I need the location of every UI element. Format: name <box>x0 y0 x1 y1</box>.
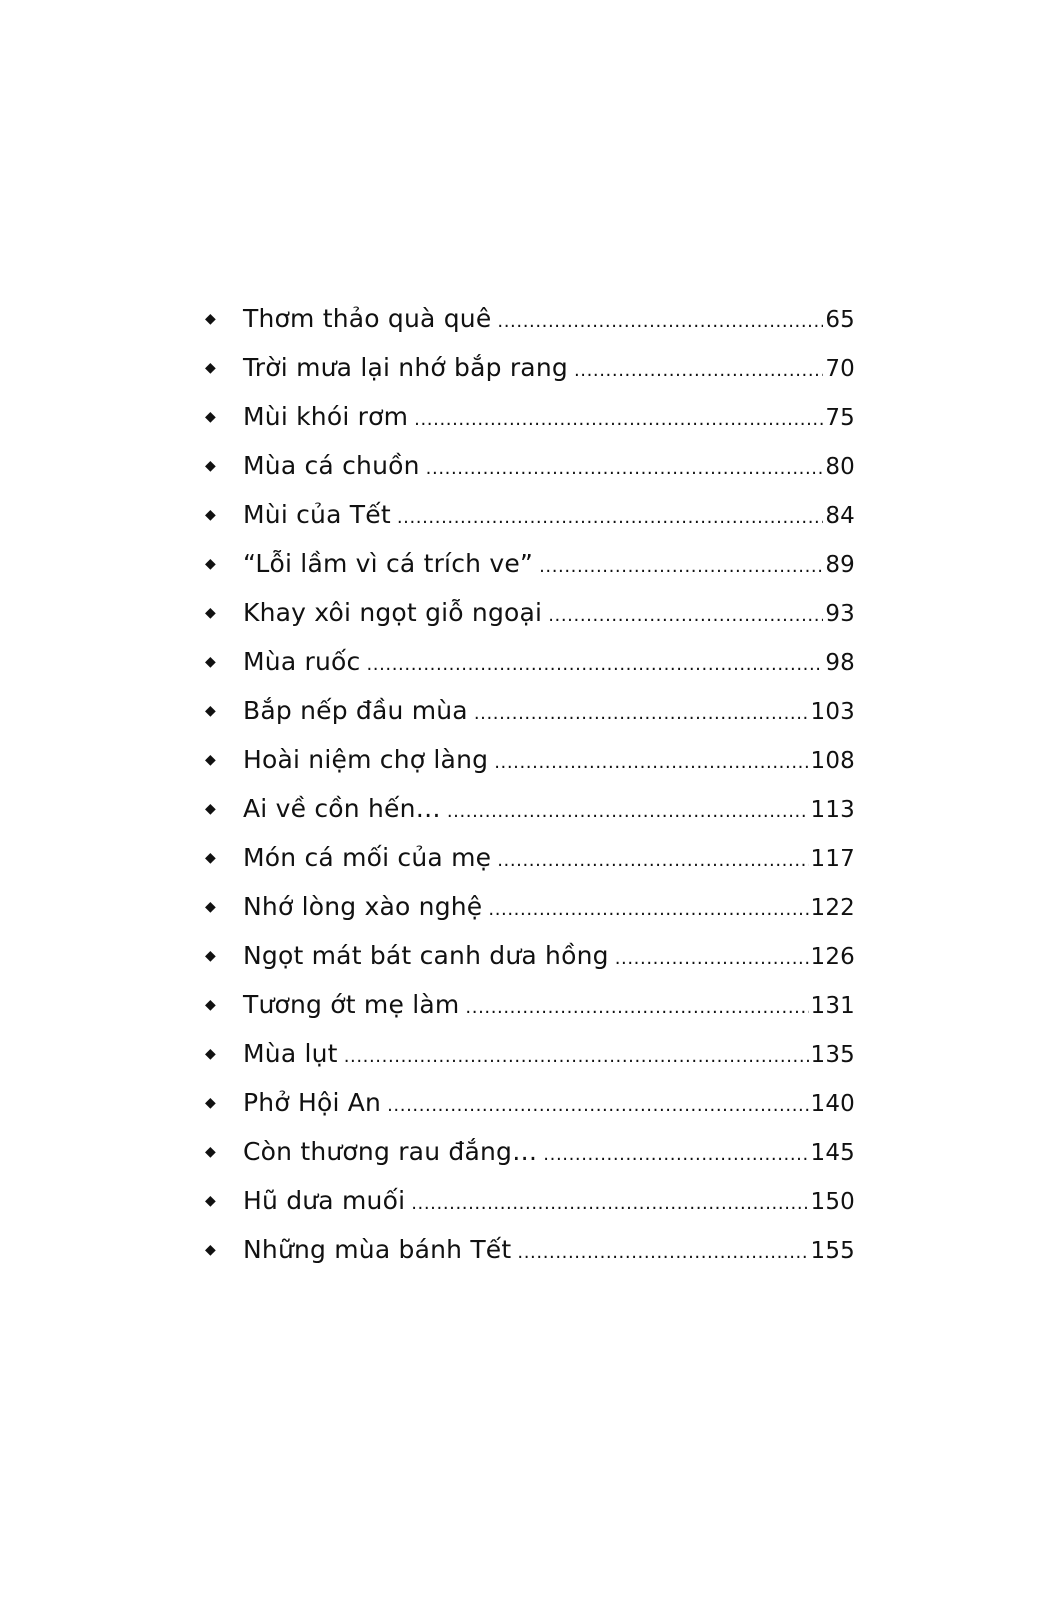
toc-entry <box>205 441 855 490</box>
toc-entry <box>205 931 855 980</box>
dot-leader <box>517 1228 808 1277</box>
dot-leader <box>474 689 809 738</box>
toc-entry-title: Ai về cồn hến… <box>243 794 441 823</box>
diamond-bullet-icon: ◆ <box>205 605 216 621</box>
toc-page-number: 113 <box>810 797 855 823</box>
dot-leader <box>615 934 809 983</box>
toc-entry-title: Ngọt mát bát canh dưa hồng <box>243 941 609 970</box>
toc-entry <box>205 833 855 882</box>
dot-leader <box>494 738 808 787</box>
diamond-bullet-icon: ◆ <box>205 507 216 523</box>
toc-entry <box>205 686 855 735</box>
toc-page-number: 70 <box>825 356 855 382</box>
toc-page-number: 150 <box>810 1189 855 1215</box>
dot-leader <box>344 1032 809 1081</box>
toc-page-number: 93 <box>825 601 855 627</box>
toc-page-number: 75 <box>825 405 855 431</box>
dot-leader <box>397 493 824 542</box>
diamond-bullet-icon: ◆ <box>205 948 216 964</box>
diamond-bullet-icon: ◆ <box>205 1193 216 1209</box>
toc-entry-title: Nhớ lòng xào nghệ <box>243 892 483 921</box>
toc-page-number: 145 <box>810 1140 855 1166</box>
toc-page-number: 131 <box>810 993 855 1019</box>
toc-entry-title: Mùi của Tết <box>243 500 391 529</box>
toc-entry <box>205 588 855 637</box>
dot-leader <box>488 885 808 934</box>
toc-page-number: 108 <box>810 748 855 774</box>
toc-entry <box>205 539 855 588</box>
toc-page-number: 89 <box>825 552 855 578</box>
toc-entry <box>205 882 855 931</box>
toc-entry <box>205 1078 855 1127</box>
toc-entry-title: Mùi khói rơm <box>243 402 409 431</box>
diamond-bullet-icon: ◆ <box>205 458 216 474</box>
toc-entry-title: “Lỗi lầm vì cá trích ve” <box>243 549 534 578</box>
diamond-bullet-icon: ◆ <box>205 556 216 572</box>
toc-entry-title: Khay xôi ngọt giỗ ngoại <box>243 598 543 627</box>
dot-leader <box>539 542 823 591</box>
toc-page-number: 103 <box>810 699 855 725</box>
toc-entry <box>205 343 855 392</box>
toc-entry-title: Còn thương rau đắng… <box>243 1137 538 1166</box>
diamond-bullet-icon: ◆ <box>205 1046 216 1062</box>
toc-page-number: 122 <box>810 895 855 921</box>
diamond-bullet-icon: ◆ <box>205 752 216 768</box>
toc-entry <box>205 294 855 343</box>
toc-entry-title: Phở Hội An <box>243 1088 382 1117</box>
toc-page-number: 84 <box>825 503 855 529</box>
dot-leader <box>543 1130 808 1179</box>
toc-page-number: 155 <box>810 1238 855 1264</box>
diamond-bullet-icon: ◆ <box>205 1095 216 1111</box>
toc-entry <box>205 637 855 686</box>
toc-entry <box>205 1127 855 1176</box>
toc-entry-title: Bắp nếp đầu mùa <box>243 696 468 725</box>
dot-leader <box>366 640 823 689</box>
toc-entry-title: Mùa ruốc <box>243 647 361 676</box>
diamond-bullet-icon: ◆ <box>205 1242 216 1258</box>
toc-page-number: 126 <box>810 944 855 970</box>
toc-page-number: 117 <box>810 846 855 872</box>
toc-entry <box>205 1029 855 1078</box>
table-of-contents <box>205 294 855 1274</box>
toc-entry <box>205 1225 855 1274</box>
toc-entry-title: Thơm thảo quà quê <box>243 304 492 333</box>
diamond-bullet-icon: ◆ <box>205 899 216 915</box>
toc-page-number: 65 <box>825 307 855 333</box>
toc-entry-title: Tương ớt mẹ làm <box>243 990 460 1019</box>
dot-leader <box>465 983 808 1032</box>
dot-leader <box>548 591 823 640</box>
dot-leader <box>497 836 808 885</box>
toc-page-number: 140 <box>810 1091 855 1117</box>
toc-entry-title: Mùa cá chuồn <box>243 451 420 480</box>
toc-entry-title: Hũ dưa muối <box>243 1186 406 1215</box>
dot-leader <box>497 297 823 346</box>
dot-leader <box>414 395 823 444</box>
dot-leader <box>447 787 809 836</box>
diamond-bullet-icon: ◆ <box>205 801 216 817</box>
toc-entry-title: Trời mưa lại nhớ bắp rang <box>243 353 568 382</box>
toc-entry <box>205 1176 855 1225</box>
toc-entry <box>205 490 855 539</box>
toc-entry <box>205 392 855 441</box>
toc-page-number: 80 <box>825 454 855 480</box>
diamond-bullet-icon: ◆ <box>205 654 216 670</box>
toc-page-number: 98 <box>825 650 855 676</box>
diamond-bullet-icon: ◆ <box>205 703 216 719</box>
toc-entry <box>205 784 855 833</box>
dot-leader <box>426 444 824 493</box>
dot-leader <box>574 346 823 395</box>
diamond-bullet-icon: ◆ <box>205 360 216 376</box>
diamond-bullet-icon: ◆ <box>205 850 216 866</box>
toc-entry-title: Hoài niệm chợ làng <box>243 745 489 774</box>
toc-entry <box>205 735 855 784</box>
dot-leader <box>387 1081 808 1130</box>
diamond-bullet-icon: ◆ <box>205 1144 216 1160</box>
diamond-bullet-icon: ◆ <box>205 311 216 327</box>
diamond-bullet-icon: ◆ <box>205 997 216 1013</box>
toc-entry-title: Những mùa bánh Tết <box>243 1235 512 1264</box>
toc-entry <box>205 980 855 1029</box>
toc-entry-title: Món cá mối của mẹ <box>243 843 492 872</box>
toc-entry-title: Mùa lụt <box>243 1039 338 1068</box>
dot-leader <box>411 1179 808 1228</box>
toc-page-number: 135 <box>810 1042 855 1068</box>
diamond-bullet-icon: ◆ <box>205 409 216 425</box>
